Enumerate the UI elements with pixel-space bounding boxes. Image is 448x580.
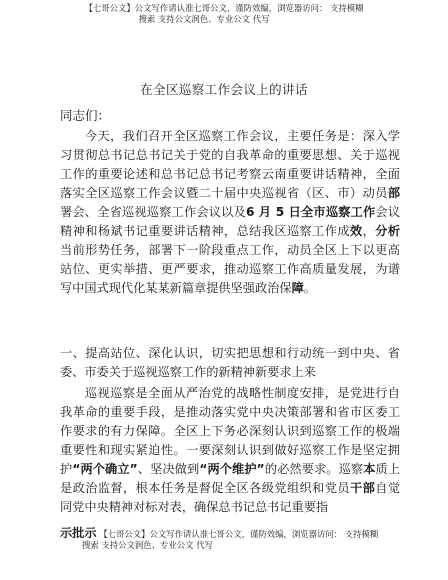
text-run: 。 — [303, 281, 316, 295]
bold-text-run: 效 — [350, 224, 363, 238]
text-run: 署会、全省巡视巡察工作会议以及 — [60, 205, 246, 219]
text-run: 今天，我们召开全区巡察工作会议，主要任务是：深入学习贯彻总书记总书记关于党的自我革命的重要思想、关于巡视工作的重要论述和总书记总书记考察云南重要讲话精神，全面落实全区巡察工作会议暨二十届中央巡视省（区、市）动员 — [60, 129, 400, 200]
watermark-footer-line1: 【七哥公文】公文写作请认准七哥公文，谨防效编，浏览器访问： 支持模糊 — [99, 529, 379, 539]
bold-text-run: 障 — [291, 281, 304, 295]
bold-text-run: 分析 — [375, 224, 401, 238]
section-heading-1 — [60, 344, 400, 382]
section-heading-text: 一、提高站位、深化认识，切实把思想和行动统一到中央、省委、市委关于巡视巡察工作的新精神新要求上来 — [60, 346, 400, 379]
paragraph-intro — [60, 127, 400, 298]
paragraph-tail-text: 示批示 — [60, 526, 97, 540]
paragraph-section-1 — [60, 384, 400, 517]
text-run: 巡视巡察是全面从严治党的战略性制度安排，是党进行自我革命的重要手段，是推动落实党中央决策部署和省市区委工作要求的有力保障。全区上下务必深刻认识到巡察工作的极端重要性和现实紧迫性。一要深刻认识到做好巡察工作是坚定拥护 — [60, 386, 400, 476]
text-run: 、坚决做到 — [137, 462, 200, 476]
text-run: 自觉同党中央精神对标对表，确保总书记总书记重要指 — [60, 481, 401, 514]
watermark-footer — [60, 528, 440, 551]
bold-text-run: 本 — [363, 462, 376, 476]
bold-text-run: 6 月 5 日全市巡察工作 — [245, 205, 376, 219]
text-run: 的必然要求。巡察 — [264, 462, 364, 476]
watermark-footer-line2: 搜索 支持公文润色、专业公文 代写 — [82, 540, 213, 550]
bold-text-run: 干部 — [350, 481, 376, 495]
text-run: ， — [362, 224, 376, 238]
watermark-header — [0, 3, 448, 25]
watermark-header-line1: 【七哥公文】公文写作请认准七哥公文，谨防效编，浏览器访问： 支持模糊 — [84, 3, 364, 13]
bold-text-run: “两个维护” — [199, 462, 265, 476]
text-run: 当前形势任务，部署下一阶段重点工作，动员全区上下以更高站位、更实举措、更严要求，推动巡察工作高质量发展，为谱写中国式现代化某某新篇章提供坚强政治保 — [60, 243, 400, 295]
greeting: 同志们： — [60, 108, 111, 123]
text-run: 质上是政治监督，根本任务是督促全区各级党组织和党员 — [60, 462, 401, 495]
text-run: 会议精神和杨斌书记重要讲话精神，总结我区巡察工作成 — [60, 205, 401, 238]
bold-text-run: 部 — [387, 186, 400, 200]
watermark-header-line2: 搜索 支持公文润色、专业公文 代写 — [138, 14, 270, 24]
document-title: 在全区巡察工作会议上的讲话 — [140, 82, 308, 97]
bold-text-run: “两个确立” — [72, 462, 138, 476]
